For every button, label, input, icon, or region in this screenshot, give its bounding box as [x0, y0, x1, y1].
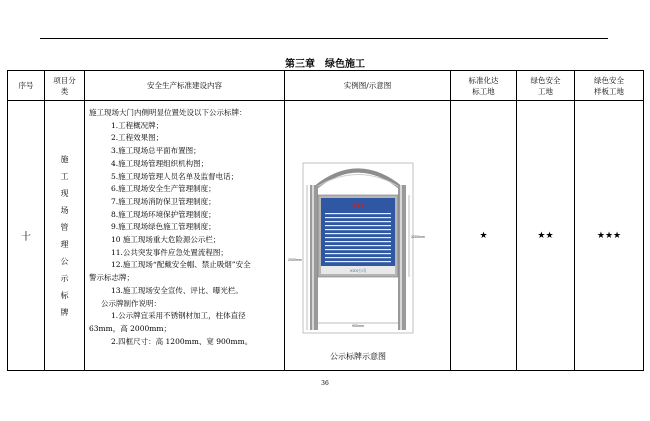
- content-item: 9.施工现场绿色施工管理制度；: [111, 222, 216, 232]
- row-seq: 十: [8, 101, 45, 371]
- row-category: 施 工 现 场 管 理 公 示 标 牌: [45, 101, 85, 371]
- content-intro: 施工现场大门内侧明显位置处设以下公示标牌：: [89, 108, 247, 117]
- content-item: 4.施工现场管理组织机构图；: [111, 158, 209, 168]
- diagram-caption: 公示标牌示意图: [330, 352, 386, 361]
- content-item: 7.施工现场消防保卫管理制度；: [111, 196, 216, 206]
- board-footer: XXX公司: [349, 268, 367, 273]
- standards-table: [7, 70, 644, 371]
- table-row: [8, 101, 644, 371]
- header-rule: [40, 38, 608, 39]
- table-header-row: [8, 71, 644, 101]
- header-content: 安全生产标准建设内容: [85, 71, 285, 101]
- content-item: 13.施工现场安全宣传、评比、曝光栏。: [111, 285, 243, 295]
- row-example: [285, 101, 451, 371]
- content-item: 11.公共突发事件应急处置流程图；: [111, 247, 228, 257]
- header-model: 绿色安全样板工地: [575, 71, 644, 101]
- header-category: 项目分类: [45, 71, 85, 101]
- content-item: 12.施工现场“配戴安全帽、禁止吸烟”安全: [111, 260, 251, 270]
- content-item: 10 施工现场重大危险源公示栏；: [111, 235, 221, 245]
- content-item-cont: 警示标志牌；: [89, 273, 134, 283]
- content-item: 8.施工现场环境保护管理制度；: [111, 209, 216, 219]
- dim-height: 1200mm: [411, 235, 425, 239]
- signboard-diagram: [285, 101, 451, 370]
- content-item: 1.工程概况牌；: [111, 120, 164, 130]
- header-standard: 标准化达标工地: [451, 71, 517, 101]
- spec-item: 1.公示牌宜采用不锈钢材加工，柱体直径: [111, 311, 246, 321]
- spec-title: 公示牌制作说明：: [101, 298, 161, 308]
- green-stars: ★★: [517, 101, 575, 371]
- content-item: 2.工程效果图；: [111, 133, 164, 143]
- dim-width: 900mm: [352, 324, 364, 328]
- content-item: 3.施工现场总平面布置图；: [111, 146, 201, 156]
- page-number: 36: [321, 380, 329, 387]
- row-content: [85, 101, 285, 371]
- spec-item-cont: 63mm，高 2000mm；: [89, 323, 171, 333]
- content-item: 5.施工现场管理人员名单及监督电话；: [111, 171, 239, 181]
- header-seq: 序号: [8, 71, 45, 101]
- dim-total: 2000mm: [288, 258, 302, 262]
- model-stars: ★★★: [575, 101, 644, 371]
- content-item: 6.施工现场安全生产管理制度；: [111, 184, 216, 194]
- std-stars: ★: [451, 101, 517, 371]
- header-green: 绿色安全工地: [517, 71, 575, 101]
- spec-item: 2.四框尺寸：高 1200mm、宽 900mm。: [111, 336, 253, 346]
- chapter-title: 第三章 绿色施工: [285, 59, 365, 70]
- board-title: XXX: [351, 204, 365, 210]
- header-example: 实例图/示意图: [285, 71, 451, 101]
